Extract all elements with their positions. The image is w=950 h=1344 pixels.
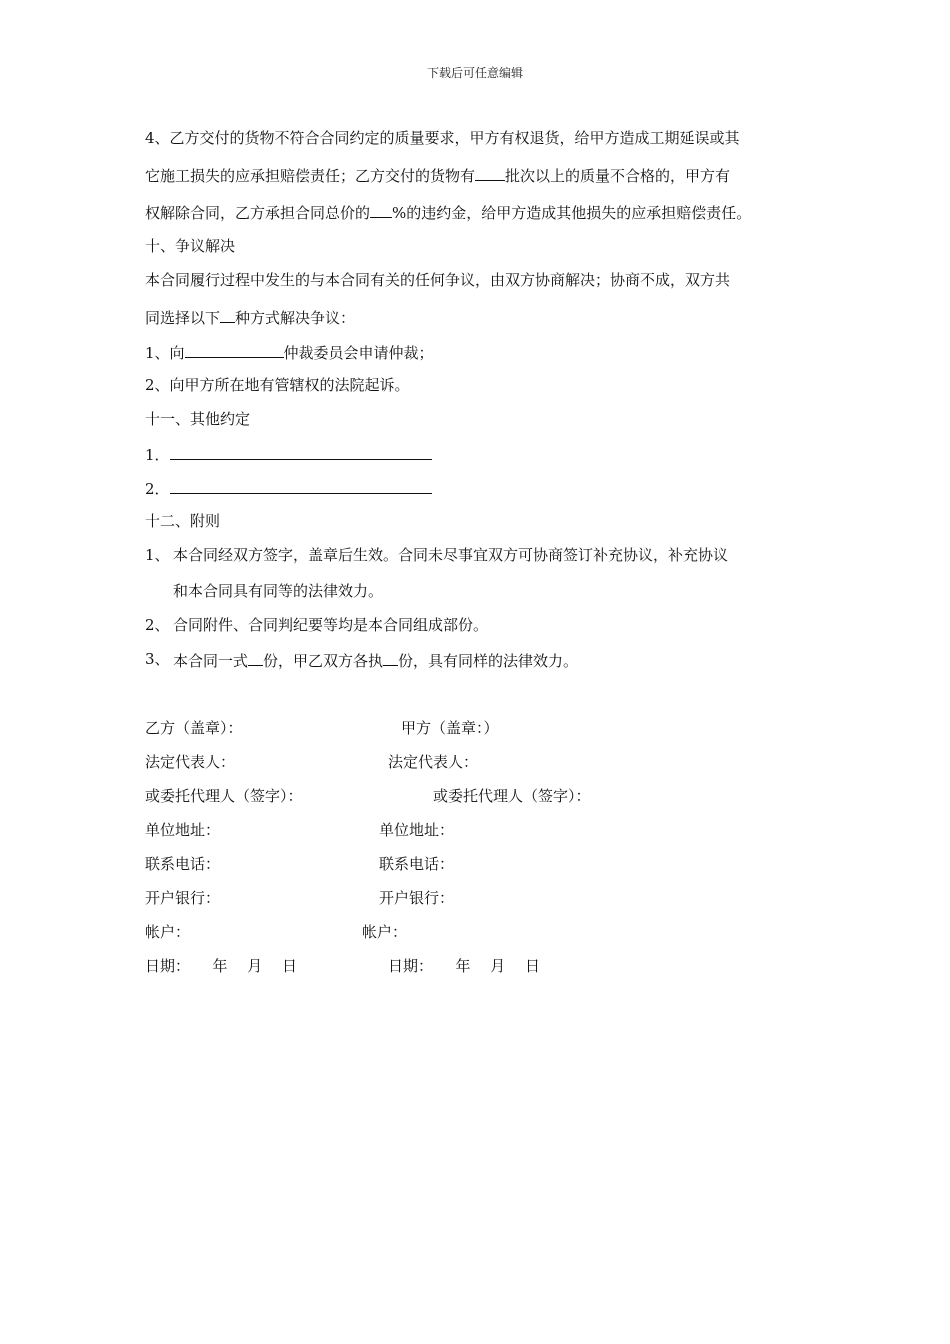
section12-item3-num: 3、 (145, 650, 170, 668)
party-a-bank: 开户银行： (379, 889, 455, 907)
option1-text-b: 仲裁委员会申请仲裁； (283, 344, 434, 362)
section11-title: 十一、其他约定 (145, 410, 251, 428)
item3-text-a: 本合同一式 (173, 652, 249, 670)
clause4-line2-text-b: 批次以上的质量不合格的，甲方有 (505, 167, 731, 185)
section10-option1 (145, 341, 434, 363)
section12-item1-line1: 本合同经双方签字，盖章后生效。合同未尽事宜双方可协商签订补充协议，补充协议 (173, 546, 729, 564)
copies-total-blank[interactable] (248, 649, 263, 666)
section12-item1-line2: 和本合同具有同等的法律效力。 (173, 582, 384, 600)
clause4-line3-text-a: 权解除合同，乙方承担合同总价的 (145, 204, 371, 222)
other-agreement-1-blank[interactable] (170, 443, 432, 460)
dispute-method-blank[interactable] (220, 306, 235, 323)
clause4-line3-text-b: %的违约金，给甲方造成其他损失的应承担赔偿责任。 (392, 204, 752, 222)
other-agreement-2-blank[interactable] (170, 477, 432, 494)
party-a-seal: 甲方（盖章：） (401, 719, 499, 737)
clause4-line1: 4、乙方交付的货物不符合合同约定的质量要求，甲方有权退货，给甲方造成工期延误或其 (145, 129, 740, 147)
party-b-bank: 开户银行： (145, 889, 221, 907)
section10-title: 十、争议解决 (145, 237, 236, 255)
party-b-phone: 联系电话： (145, 855, 221, 873)
section10-p2-text-b: 种方式解决争议： (235, 309, 356, 327)
party-b-seal: 乙方（盖章）： (145, 719, 243, 737)
section11-item2 (145, 477, 432, 499)
clause4-line2-text-a: 它施工损失的应承担赔偿责任；乙方交付的货物有 (145, 167, 476, 185)
batch-count-blank[interactable] (475, 164, 505, 181)
section12-item2: 合同附件、合同判纪要等均是本合同组成部份。 (173, 616, 489, 634)
clause4-line3 (145, 201, 751, 223)
option1-text-a: 1、向 (145, 344, 185, 362)
party-a-address: 单位地址： (379, 821, 455, 839)
page-header: 下载后可任意编辑 (426, 66, 523, 80)
party-b-account: 帐户： (145, 923, 191, 941)
party-a-phone: 联系电话： (379, 855, 455, 873)
section11-item2-num: 2． (145, 480, 170, 498)
copies-each-blank[interactable] (383, 649, 398, 666)
section12-title: 十二、附则 (145, 512, 221, 530)
section12-item1-num: 1、 (145, 546, 170, 564)
party-b-date: 日期： 年 月 日 (145, 957, 298, 975)
penalty-percent-blank[interactable] (370, 201, 392, 218)
party-b-representative: 法定代表人： (145, 753, 236, 771)
section10-p2-text-a: 同选择以下 (145, 309, 221, 327)
clause4-line2 (145, 164, 730, 186)
party-b-address: 单位地址： (145, 821, 221, 839)
section12-item2-num: 2、 (145, 616, 170, 634)
party-a-account: 帐户： (362, 923, 408, 941)
item3-text-c: 份，具有同样的法律效力。 (398, 652, 579, 670)
party-b-agent: 或委托代理人（签字）： (145, 787, 303, 805)
section10-option2: 2、向甲方所在地有管辖权的法院起诉。 (145, 376, 410, 394)
arbitration-committee-blank[interactable] (185, 341, 284, 358)
item3-text-b: 份，甲乙双方各执 (263, 652, 384, 670)
party-a-date: 日期： 年 月 日 (388, 957, 541, 975)
party-a-representative: 法定代表人： (388, 753, 479, 771)
section10-p1: 本合同履行过程中发生的与本合同有关的任何争议，由双方协商解决；协商不成，双方共 (145, 271, 731, 289)
section12-item3 (173, 649, 578, 671)
section11-item1-num: 1． (145, 446, 170, 464)
section11-item1 (145, 443, 432, 465)
section10-p2 (145, 306, 355, 328)
party-a-agent: 或委托代理人（签字）： (433, 787, 591, 805)
